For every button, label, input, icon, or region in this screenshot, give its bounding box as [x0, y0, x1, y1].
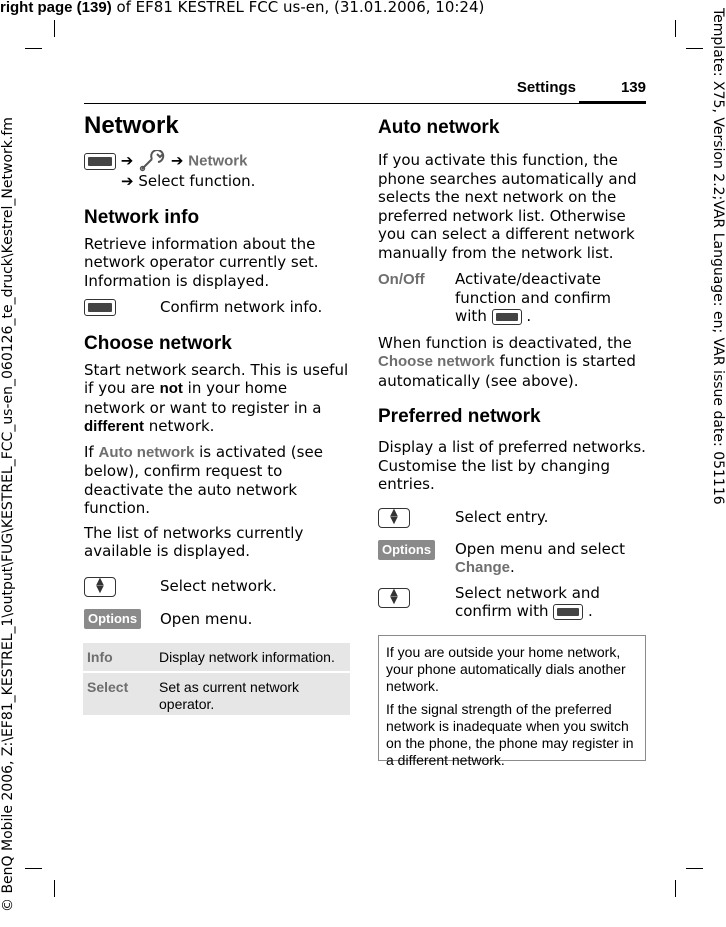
header-rule-thick	[579, 101, 646, 104]
menu-key-icon	[84, 153, 116, 170]
header-rule	[84, 103, 646, 104]
auto-network-text: If you activate this function, the phone searches automatically and selects the next network on the preferred network list. Otherwise you can select a different network manually from the network list.	[378, 151, 637, 262]
confirm-key-icon[interactable]	[492, 309, 522, 325]
menu-path-select: Select function.	[138, 172, 256, 190]
crop-mark	[686, 868, 703, 869]
wrench-icon	[138, 150, 166, 172]
network-info-heading: Network info	[84, 206, 200, 228]
navigation-key-icon[interactable]: ▲ ▼	[378, 508, 410, 528]
crop-mark	[686, 48, 703, 49]
note-text: If the signal strength of the preferred network is inadequate when you switch on the phone, the phone may register in a different network.	[386, 700, 634, 768]
options-table	[83, 643, 350, 715]
table-desc: Display network information.	[159, 649, 335, 665]
confirm-row	[84, 298, 351, 317]
select-entry-text: Select entry.	[455, 508, 549, 527]
change-option[interactable]: Change	[455, 559, 511, 576]
preferred-network-heading: Preferred network	[378, 406, 541, 427]
page-title: Network	[84, 112, 179, 139]
table-key[interactable]: Info	[87, 649, 113, 665]
auto-network-heading: Auto network	[378, 117, 500, 138]
running-header-bold: right page (139)	[0, 0, 112, 16]
note-text: If you are outside your home network, your phone automatically dials another network.	[386, 643, 626, 694]
confirm-key-icon[interactable]	[84, 299, 116, 316]
onoff-label[interactable]: On/Off	[378, 271, 425, 288]
navigation-key-icon[interactable]: ▲ ▼	[84, 577, 116, 597]
crop-mark	[25, 868, 42, 869]
auto-network-after: When function is deactivated, the Choose network function is started automatically (see above).	[378, 333, 636, 390]
right-column	[378, 117, 646, 768]
options-button[interactable]: Options	[378, 540, 435, 561]
choose-network-p2: If Auto network is activated (see below), confirm request to deactivate the auto network function.	[84, 442, 323, 517]
left-column	[84, 112, 351, 715]
select-confirm-text: Select network and confirm with	[455, 583, 600, 620]
confirm-text: Confirm network info.	[160, 298, 323, 316]
open-menu-text: Open menu.	[160, 609, 253, 628]
crop-mark	[25, 48, 42, 49]
crop-mark	[54, 20, 55, 37]
menu-path-network[interactable]: Network	[188, 152, 248, 170]
options-row	[84, 609, 351, 630]
arrow-icon: ➔	[121, 172, 134, 190]
page-header-section: Settings	[516, 79, 576, 96]
page-number: 139	[620, 79, 646, 96]
side-text-left-content: © BenQ Mobile 2006, Z:\EF81_KESTREL_1\output\FUG\KESTREL_FCC_us-en_060126_te_druck\Kestrel_Network.fm	[0, 117, 16, 912]
onoff-desc: Activate/deactivate function and confirm with	[455, 270, 611, 325]
select-confirm-row: ▲ ▼ Select network and confirm with .	[378, 584, 646, 621]
crop-mark	[675, 880, 676, 897]
running-header	[0, 0, 484, 16]
onoff-row: On/Off Activate/deactivate function and confirm with .	[378, 270, 611, 325]
network-info-text: Retrieve information about the network operator currently set. Information is displayed.	[84, 234, 319, 290]
table-key[interactable]: Select	[87, 679, 129, 695]
running-header-text: of EF81 KESTREL FCC us-en, (31.01.2006, 10:24)	[111, 0, 485, 16]
side-text-right-content: Template: X75, Version 2.2;VAR Language: en; VAR issue date: 051116	[710, 8, 726, 505]
confirm-key-icon[interactable]	[553, 604, 583, 620]
crop-mark	[54, 880, 55, 897]
select-network-text: Select network.	[160, 577, 277, 596]
side-text-right	[709, 8, 726, 598]
options-row: Options Open menu and select Change.	[378, 540, 646, 578]
select-network-row	[84, 577, 351, 597]
side-text-left	[0, 82, 17, 912]
choose-network-p1: Start network search. This is useful if you are not in your home network or want to register in a different network.	[84, 360, 349, 435]
arrow-icon: ➔	[170, 151, 184, 170]
open-menu-text: Open menu and select	[455, 539, 626, 558]
table-desc: Set as current network operator.	[159, 679, 300, 712]
choose-network-p3: The list of networks currently available is displayed.	[84, 523, 304, 560]
table-row	[83, 673, 350, 715]
preferred-network-text: Display a list of preferred networks. Customise the list by changing entries.	[378, 438, 646, 493]
navigation-key-icon[interactable]: ▲ ▼	[378, 588, 410, 608]
select-entry-row	[378, 508, 646, 528]
options-button[interactable]: Options	[84, 609, 141, 630]
note-box	[378, 635, 646, 768]
table-row	[83, 643, 350, 673]
crop-mark	[675, 20, 676, 37]
choose-network-heading: Choose network	[84, 332, 232, 354]
menu-path	[84, 150, 351, 191]
arrow-icon: ➔	[120, 151, 134, 170]
